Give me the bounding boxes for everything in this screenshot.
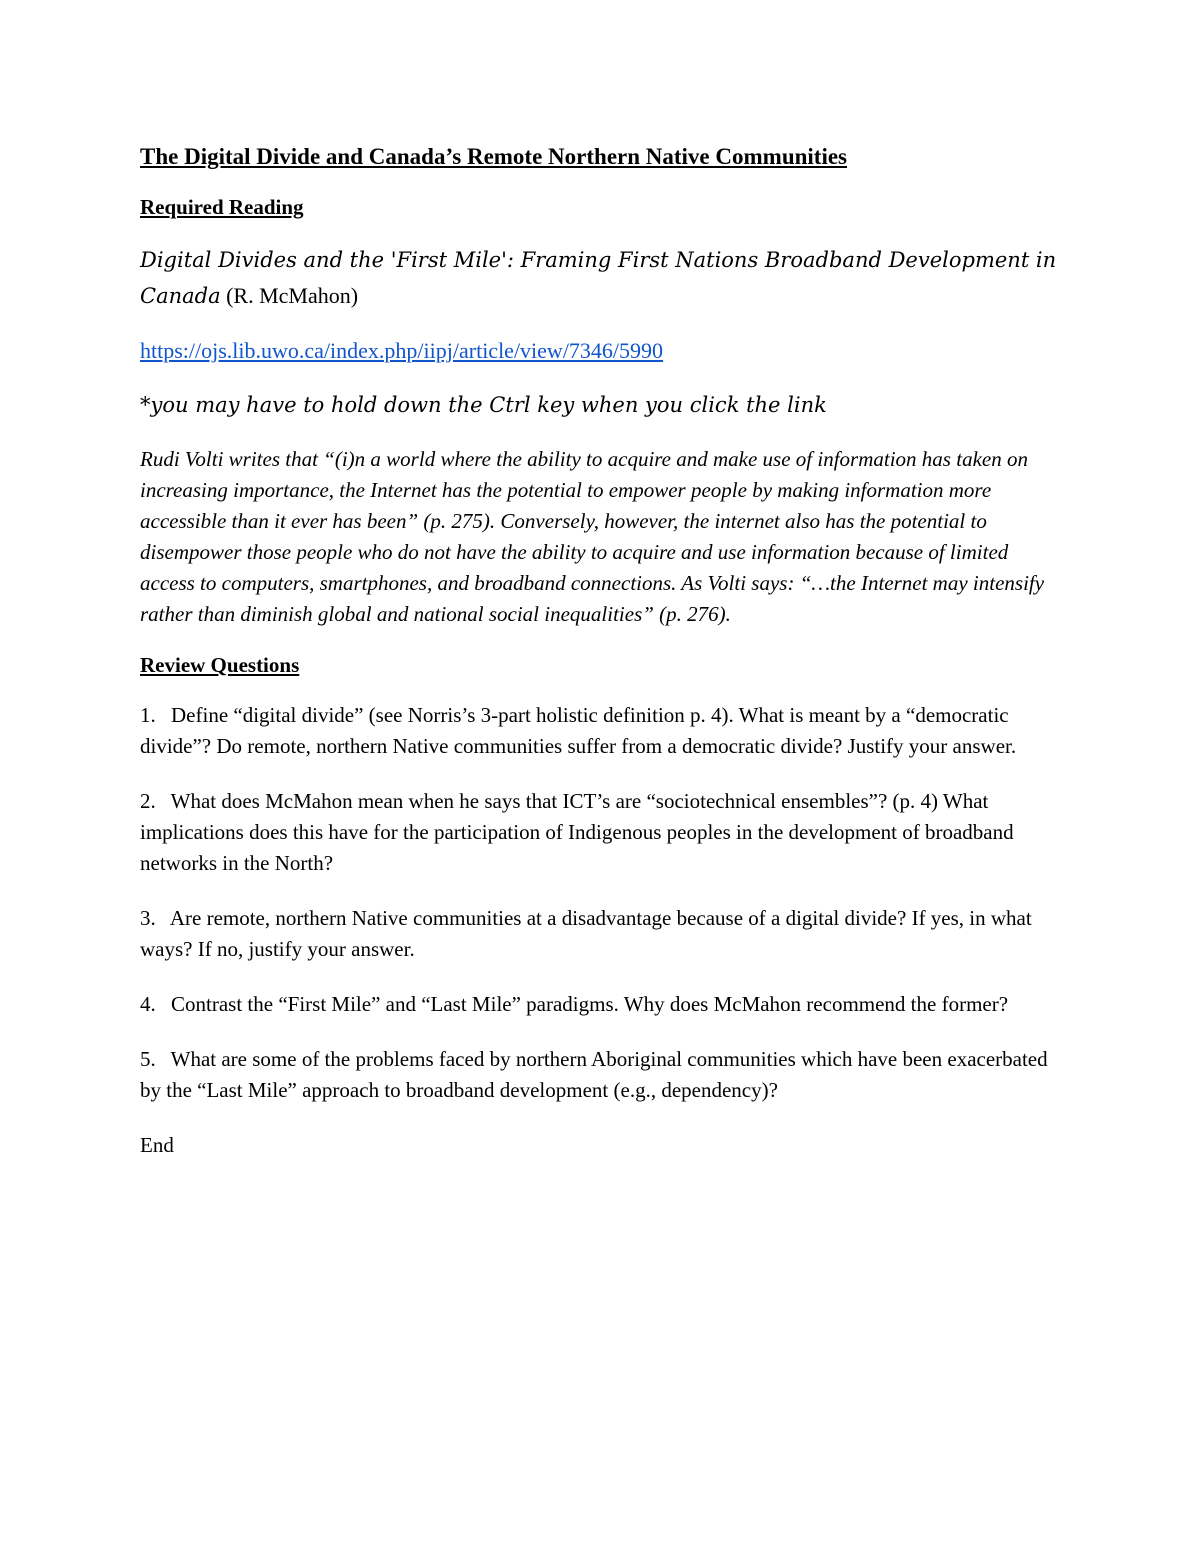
question-number: 2.	[140, 789, 156, 813]
ctrl-click-note: *you may have to hold down the Ctrl key when you click the link	[140, 393, 827, 417]
reading-title: Digital Divides and the 'First Mile': Framing First Nations Broadband Development in Canada	[140, 248, 1057, 308]
document-title: The Digital Divide and Canada’s Remote Northern Native Communities	[140, 144, 848, 169]
question-text: Are remote, northern Native communities at a disadvantage because of a digital divide? If yes, in what ways? If no, justify your answer.	[140, 906, 1032, 961]
document-page	[140, 140, 1060, 1161]
question-text: Define “digital divide” (see Norris’s 3-part holistic definition p. 4). What is meant by a “democratic divide”? Do remote, northern Native communities suffer from a democratic divide? Justify your answer.	[140, 703, 1017, 758]
review-question-4	[140, 989, 1060, 1020]
question-number: 4.	[140, 992, 156, 1016]
question-text: What does McMahon mean when he says that ICT’s are “sociotechnical ensembles”? (p. 4) What implications does this have for the participation of Indigenous peoples in the development of broadband networks in the North?	[140, 789, 1014, 875]
end-marker: End	[140, 1133, 174, 1157]
volti-quote-paragraph: Rudi Volti writes that “(i)n a world where the ability to acquire and make use of information has taken on increasing importance, the Internet has the potential to empower people by making information more accessible than it ever has been” (p. 275). Conversely, however, the internet also has the potential to disempower those people who do not have the ability to acquire and use information because of limited access to computers, smartphones, and broadband connections. As Volti says: “…the Internet may intensify rather than diminish global and national social inequalities” (p. 276).	[140, 447, 1045, 626]
reading-link[interactable]: https://ojs.lib.uwo.ca/index.php/iipj/article/view/7346/5990	[140, 338, 664, 363]
reading-author: (R. McMahon)	[226, 283, 359, 308]
review-questions-heading: Review Questions	[140, 653, 300, 677]
question-number: 3.	[140, 906, 156, 930]
review-question-1	[140, 700, 1060, 762]
question-number: 1.	[140, 703, 156, 727]
review-question-2	[140, 786, 1060, 879]
required-reading-citation	[140, 242, 1060, 314]
review-question-3	[140, 903, 1060, 965]
question-text: Contrast the “First Mile” and “Last Mile” paradigms. Why does McMahon recommend the former?	[171, 992, 1009, 1016]
question-text: What are some of the problems faced by northern Aboriginal communities which have been exacerbated by the “Last Mile” approach to broadband development (e.g., dependency)?	[140, 1047, 1048, 1102]
review-question-5	[140, 1044, 1060, 1106]
required-reading-heading: Required Reading	[140, 195, 304, 219]
question-number: 5.	[140, 1047, 156, 1071]
